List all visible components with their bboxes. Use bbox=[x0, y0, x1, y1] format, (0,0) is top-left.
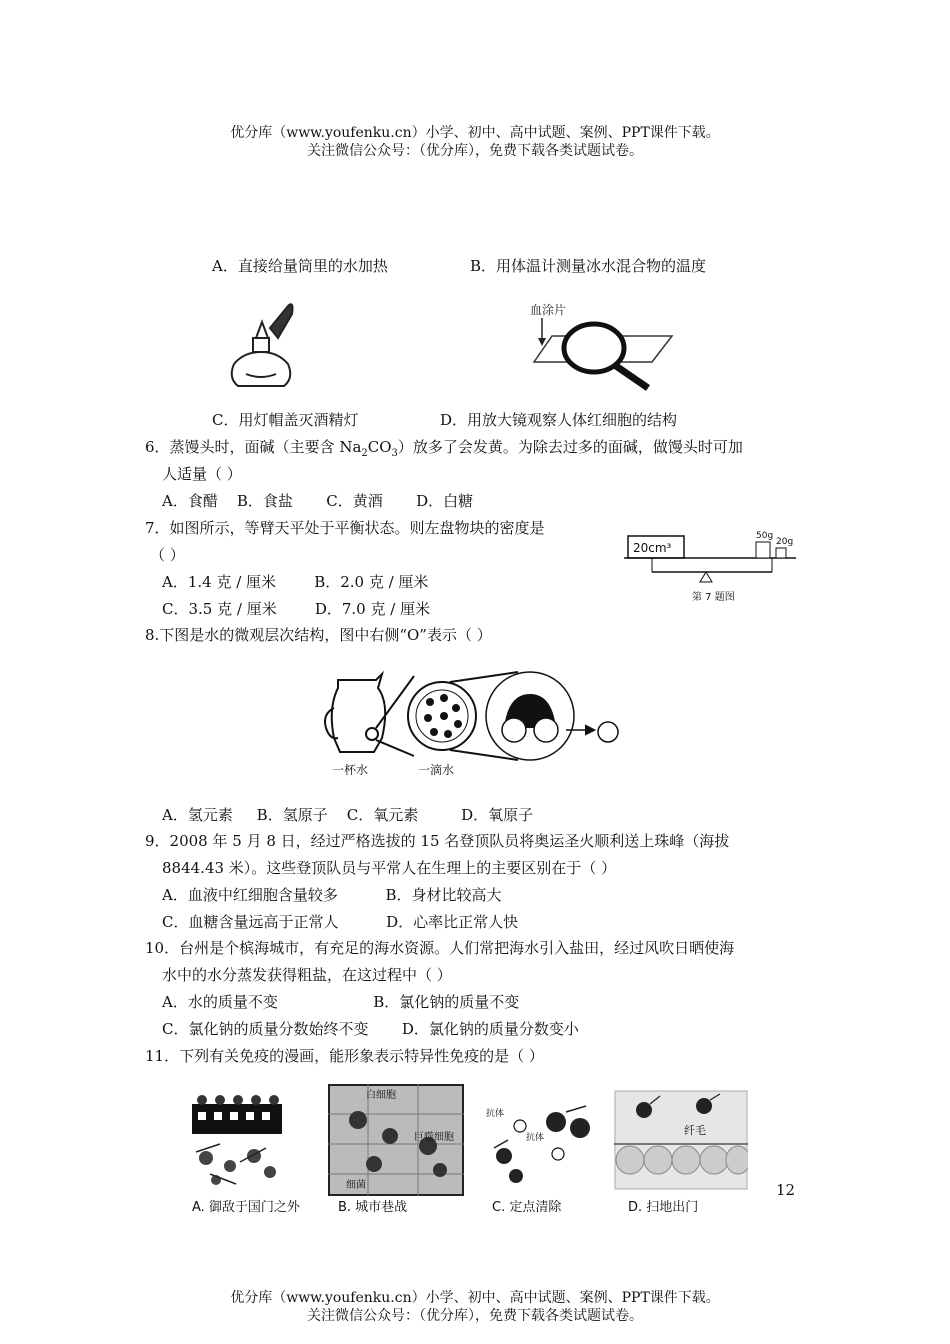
q10-stem-line-1: 10．台州是个槟海城市，有充足的海水资源。人们常把海水引入盐田，经过风吹日晒使海 bbox=[145, 939, 735, 957]
page-number: 12 bbox=[776, 1181, 796, 1199]
q9-stem-line-1: 9．2008 年 5 月 8 日，经过严格选拔的 15 名登顶队员将奥运圣火顺利送上珠峰（海拔 bbox=[145, 832, 730, 850]
blood-smear-label: 血涂片 bbox=[530, 303, 567, 317]
weight-50g-label: 50g bbox=[756, 531, 774, 541]
balance-figure bbox=[620, 524, 800, 604]
bacteria-label: 细菌 bbox=[346, 1180, 366, 1191]
q7-stem-line-2: （ ） bbox=[150, 546, 185, 564]
q8-stem: 8.下图是水的微观层次结构，图中右侧“O”表示（ ） bbox=[145, 626, 492, 644]
q5-option-b: B．用体温计测量冰水混合物的温度 bbox=[470, 257, 707, 275]
cartoon-d-caption: D. 扫地出门 bbox=[628, 1200, 699, 1215]
q9-options-row-2: C．血糖含量远高于正常人 D．心率比正常人快 bbox=[162, 913, 519, 931]
q6-options: A．食醋 B．食盐 C．黄酒 D．白糖 bbox=[162, 492, 474, 510]
q9-stem-line-2: 8844.43 米）。这些登顶队员与平常人在生理上的主要区别在于（ ） bbox=[162, 859, 617, 877]
cartoon-a-caption: A. 御敌于国门之外 bbox=[192, 1200, 300, 1215]
q9-options-row-1: A．血液中红细胞含量较多 B．身材比较高大 bbox=[162, 886, 502, 904]
cartoon-b-caption: B. 城市巷战 bbox=[338, 1200, 408, 1215]
q6-stem-line-1: 6．蒸馒头时，面碱（主要含 $Na_2CO_3$）放多了会发黄。为除去过多的面碱，做馒头时可加 bbox=[145, 438, 743, 459]
macrophage-label: 巨噬细胞 bbox=[414, 1132, 454, 1143]
q10-options-row-1: A．水的质量不变 B．氯化钠的质量不变 bbox=[162, 993, 520, 1011]
water-structure-figure bbox=[318, 668, 628, 780]
cartoon-a-figure bbox=[190, 1092, 286, 1192]
cartoon-c-figure bbox=[486, 1104, 598, 1192]
q7-figure-caption: 第 7 题图 bbox=[692, 592, 735, 603]
cartoon-d-figure bbox=[614, 1090, 748, 1190]
footer-line-1: 优分库（www.youfenku.cn）小学、初中、高中试题、案例、PPT课件下载。 bbox=[230, 1290, 720, 1306]
header-line-2: 关注微信公众号：（优分库），免费下载各类试题试卷。 bbox=[307, 143, 643, 159]
antibody-label-2: 抗体 bbox=[526, 1133, 545, 1143]
q11-stem: 11．下列有关免疫的漫画，能形象表示特异性免疫的是（ ） bbox=[145, 1047, 544, 1065]
q5-option-c: C．用灯帽盖灭酒精灯 bbox=[212, 411, 359, 429]
q8-options: A．氢元素 B．氢原子 C．氧元素 D．氧原子 bbox=[162, 806, 534, 824]
q7-options-row-2: C．3.5 克 / 厘米 D．7.0 克 / 厘米 bbox=[162, 600, 431, 618]
q10-stem-line-2: 水中的水分蒸发获得粗盐，在这过程中（ ） bbox=[162, 966, 452, 984]
weight-20g-label: 20g bbox=[776, 537, 794, 547]
header-line-1: 优分库（www.youfenku.cn）小学、初中、高中试题、案例、PPT课件下载。 bbox=[230, 125, 720, 141]
cup-of-water-label: 一杯水 bbox=[332, 763, 369, 777]
q5-option-d: D．用放大镜观察人体红细胞的结构 bbox=[440, 411, 678, 429]
q6-stem-line-2: 人适量（ ） bbox=[162, 465, 242, 483]
footer-line-2: 关注微信公众号：（优分库），免费下载各类试题试卷。 bbox=[307, 1308, 643, 1324]
block-volume-label: 20cm³ bbox=[633, 541, 672, 555]
magnifier-figure bbox=[522, 300, 682, 392]
alcohol-lamp-figure bbox=[226, 298, 296, 390]
cartoon-c-caption: C. 定点清除 bbox=[492, 1200, 562, 1215]
antibody-label-1: 抗体 bbox=[486, 1109, 505, 1119]
q10-options-row-2: C．氯化钠的质量分数始终不变 D．氯化钠的质量分数变小 bbox=[162, 1020, 579, 1038]
white-blood-cell-label: 白细胞 bbox=[366, 1090, 396, 1101]
q7-stem-line-1: 7．如图所示，等臂天平处于平衡状态。则左盘物块的密度是 bbox=[145, 519, 545, 537]
drop-of-water-label: 一滴水 bbox=[418, 763, 455, 777]
cilia-label: 纤毛 bbox=[684, 1124, 706, 1137]
q5-option-a: A．直接给量筒里的水加热 bbox=[212, 257, 388, 275]
cartoon-b-figure bbox=[328, 1084, 464, 1196]
q7-options-row-1: A．1.4 克 / 厘米 B．2.0 克 / 厘米 bbox=[162, 573, 429, 591]
